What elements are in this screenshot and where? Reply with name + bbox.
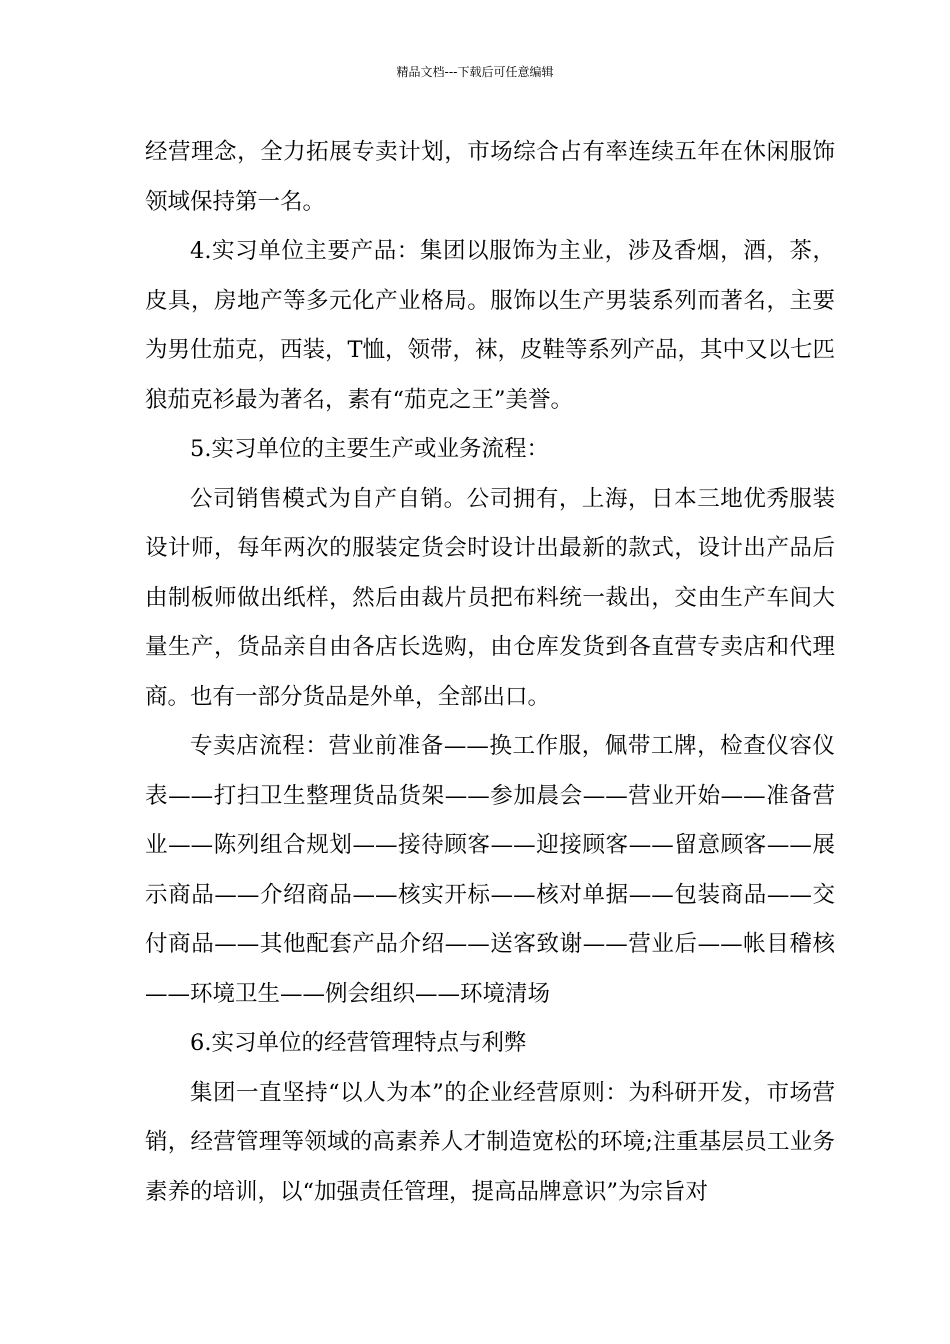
paragraph-3: 5.实习单位的主要生产或业务流程：	[190, 436, 549, 462]
paragraph-6: 6.实习单位的经营管理特点与利弊	[190, 1030, 527, 1056]
document-body	[145, 128, 835, 1217]
paragraph-1: 经营理念，全力拓展专卖计划，市场综合占有率连续五年在休闲服饰领域保持第一名。	[145, 139, 835, 215]
paragraph-5: 专卖店流程：营业前准备——换工作服，佩带工牌，检查仪容仪表——打扫卫生整理货品货架——参加晨会——营业开始——准备营业——陈列组合规划——接待顾客——迎接顾客——留意顾客——展示商品——介绍商品——核实开标——核对单据——包装商品——交付商品——其他配套产品介绍——送客致谢——营业后——帐目稽核——环境卫生——例会组织——环境清场	[145, 733, 835, 1007]
paragraph-7: 集团一直坚持“以人为本”的企业经营原则：为科研开发，市场营销，经营管理等领域的高素养人才制造宽松的环境;注重基层员工业务素养的培训，以“加强责任管理，提高品牌意识”为宗旨对	[145, 1079, 835, 1205]
paragraph-2: 4.实习单位主要产品：集团以服饰为主业，涉及香烟，酒，茶，皮具，房地产等多元化产业格局。服饰以生产男装系列而著名，主要为男仕茄克，西装，T恤，领带，袜，皮鞋等系列产品，其中又以七匹狼茄克衫最为著名，素有“茄克之王”美誉。	[145, 238, 836, 413]
page-header: 精品文档---下载后可任意编辑	[396, 65, 554, 79]
paragraph-4: 公司销售模式为自产自销。公司拥有，上海，日本三地优秀服装设计师，每年两次的服装定货会时设计出最新的款式，设计出产品后由制板师做出纸样，然后由裁片员把布料统一裁出，交由生产车间大量生产，货品亲自由各店长选购，由仓库发货到各直营专卖店和代理商。也有一部分货品是外单，全部出口。	[145, 485, 835, 710]
